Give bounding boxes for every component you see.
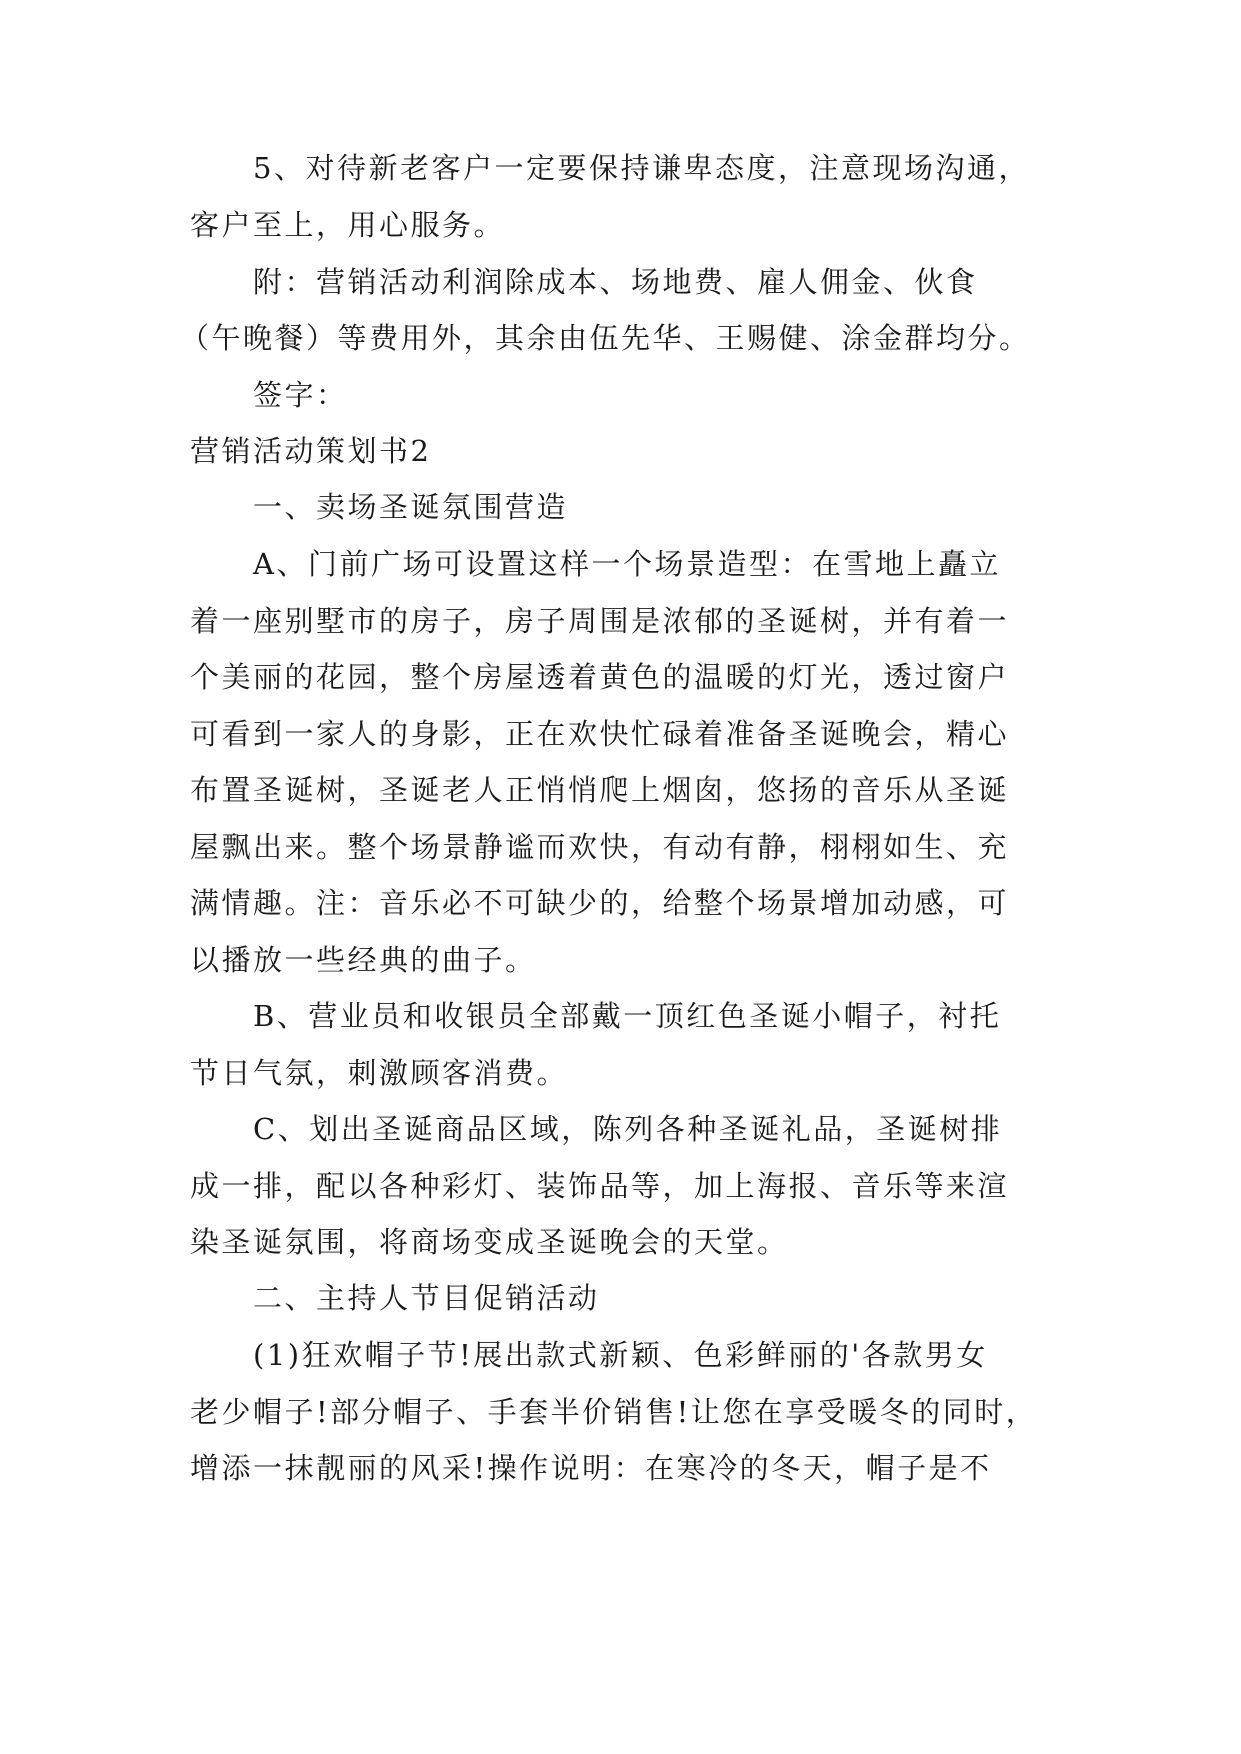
signature-label: 签字：: [253, 378, 348, 412]
text-line: 可看到一家人的身影，正在欢快忙碌着准备圣诞晚会，精心: [190, 717, 1010, 751]
text-line: 5、对待新老客户一定要保持谦卑态度，注意现场沟通，: [253, 151, 1030, 185]
text-line: 染圣诞氛围，将商场变成圣诞晚会的天堂。: [190, 1225, 789, 1259]
text-line: B、营业员和收银员全部戴一顶红色圣诞小帽子，衬托: [253, 999, 1002, 1033]
text-line: 以播放一些经典的曲子。: [190, 943, 537, 977]
text-line: （午晚餐）等费用外，其余由伍先华、王赐健、涂金群均分。: [180, 321, 1031, 355]
text-line: (1)狂欢帽子节!展出款式新颖、色彩鲜丽的'各款男女: [253, 1338, 988, 1372]
text-line: 成一排，配以各种彩灯、装饰品等，加上海报、音乐等来渲: [190, 1169, 1010, 1203]
text-line: A、门前广场可设置这样一个场景造型：在雪地上矗立: [253, 547, 1001, 581]
heading: 二、主持人节目促销活动: [253, 1281, 600, 1315]
text-line: 布置圣诞树，圣诞老人正悄悄爬上烟囱，悠扬的音乐从圣诞: [190, 773, 1010, 807]
text-line: 节日气氛，刺激顾客消费。: [190, 1056, 569, 1090]
text-line: 着一座别墅市的房子，房子周围是浓郁的圣诞树，并有着一: [190, 604, 1010, 638]
text-line: 客户至上，用心服务。: [190, 208, 506, 242]
text-line: C、划出圣诞商品区域，陈列各种圣诞礼品，圣诞树排: [253, 1112, 1003, 1146]
text-line: 增添一抹靓丽的风采!操作说明：在寒冷的冬天，帽子是不: [190, 1451, 992, 1485]
text-line: 满情趣。注：音乐必不可缺少的，给整个场景增加动感，可: [190, 886, 1010, 920]
section-title: 营销活动策划书2: [190, 434, 432, 468]
text-line: 个美丽的花园，整个房屋透着黄色的温暖的灯光，透过窗户: [190, 660, 1010, 694]
text-line: 老少帽子!部分帽子、手套半价销售!让您在享受暖冬的同时，: [190, 1395, 1038, 1429]
heading: 一、卖场圣诞氛围营造: [253, 490, 569, 524]
text-line: 屋飘出来。整个场景静谧而欢快，有动有静，栩栩如生、充: [190, 830, 1010, 864]
text-line: 附：营销活动利润除成本、场地费、雇人佣金、伙食: [253, 265, 978, 299]
